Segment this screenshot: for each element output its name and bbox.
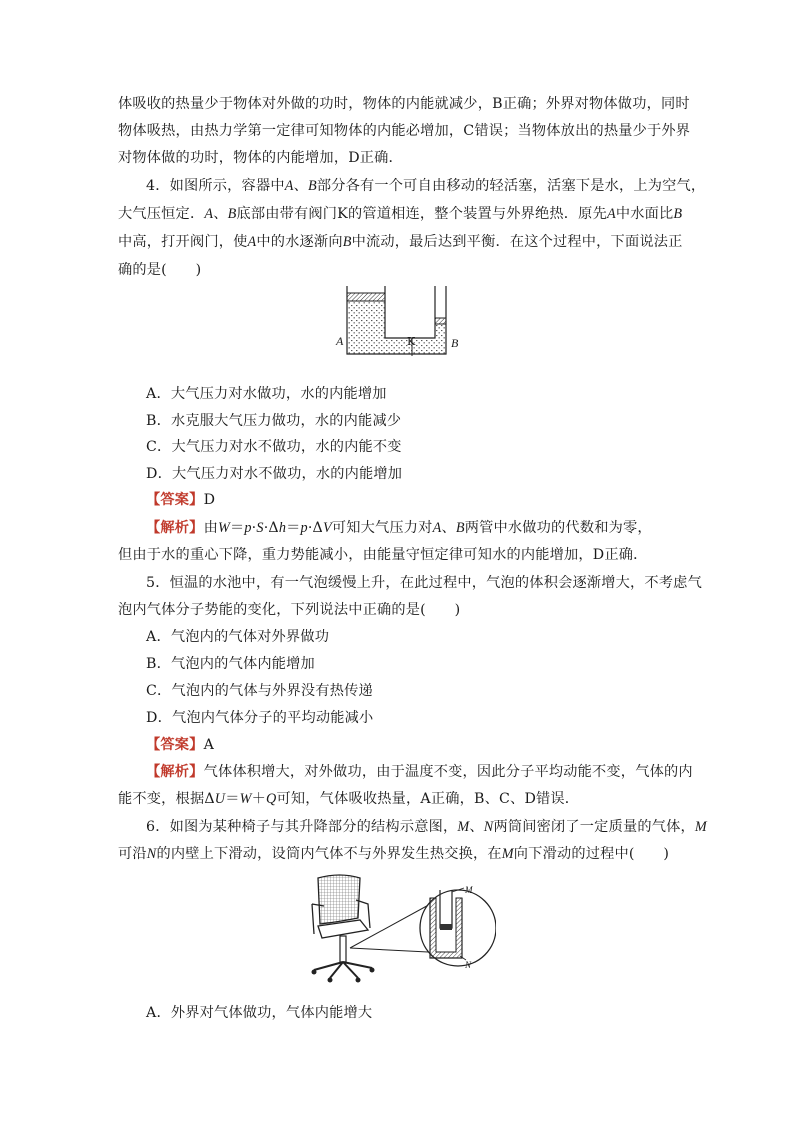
q4-explanation-line-1: 【解析】由W＝p·S·Δh＝p·ΔV可知大气压力对A、B两管中水做功的代数和为零，	[146, 520, 652, 536]
q4-container-figure	[330, 284, 464, 376]
q6-option-a: A．外界对气体做功，气体内能增大	[146, 1005, 373, 1021]
q5-explanation-line-2: 能不变，根据ΔU＝W＋Q可知，气体吸收热量，A正确，B、C、D错误．	[118, 791, 580, 807]
q4-answer: 【答案】D	[146, 492, 216, 508]
q6-stem-line-1: 6．如图为某种椅子与其升降部分的结构示意图，M、N两筒间密闭了一定质量的气体，M	[146, 819, 707, 835]
q5-stem-line-2: 泡内气体分子势能的变化，下列说法中正确的是( )	[118, 602, 461, 618]
q4-figure-label-b: B	[451, 336, 459, 350]
q4-option-d: D．大气压力对水不做功，水的内能增加	[146, 466, 403, 482]
prev-text-line-2: 物体吸热，由热力学第一定律可知物体的内能必增加，C错误；当物体放出的热量少于外界	[118, 123, 691, 139]
explanation-tag: 【解析】	[146, 764, 204, 780]
q5-stem-line-1: 5．恒温的水池中，有一气泡缓慢上升，在此过程中，气泡的体积会逐渐增大，不考虑气	[146, 575, 702, 591]
q5-explanation-line-1: 【解析】气体体积增大，对外做功，由于温度不变，因此分子平均动能不变，气体的内	[146, 764, 693, 780]
prev-text-line-1: 体吸收的热量少于物体对外做的功时，物体的内能就减少，B正确；外界对物体做功，同时	[118, 96, 690, 112]
q4-option-c: C．大气压力对水不做功，水的内能不变	[146, 439, 402, 455]
q5-option-a: A．气泡内的气体对外界做功	[146, 629, 330, 645]
q4-explanation-line-2: 但由于水的重心下降，重力势能减小，由能量守恒定律可知水的内能增加，D正确．	[118, 547, 648, 563]
q5-option-b: B．气泡内的气体内能增加	[146, 656, 315, 672]
q5-option-c: C．气泡内的气体与外界没有热传递	[146, 683, 373, 699]
answer-tag: 【答案】	[146, 737, 204, 753]
q4-stem-line-4: 确的是( )	[118, 262, 202, 278]
q4-stem-line-3: 中高，打开阀门，使A中的水逐渐向B中流动，最后达到平衡．在这个过程中，下面说法正	[118, 234, 683, 250]
q4-stem-line-1: 4．如图所示，容器中A、B部分各有一个可自由移动的轻活塞，活塞下是水，上为空气，	[146, 178, 706, 194]
q4-option-b: B．水克服大气压力做功，水的内能减少	[146, 413, 402, 429]
q5-option-d: D．气泡内气体分子的平均动能减小	[146, 710, 374, 726]
q4-option-a: A．大气压力对水做功，水的内能增加	[146, 386, 387, 402]
q6-figure-label-n: N	[465, 960, 472, 970]
q6-figure-label-m: M	[465, 885, 473, 895]
explanation-tag: 【解析】	[146, 520, 204, 536]
q6-stem-line-2: 可沿N的内壁上下滑动，设筒内气体不与外界发生热交换，在M向下滑动的过程中( )	[118, 846, 670, 862]
answer-tag: 【答案】	[146, 492, 204, 508]
q4-stem-line-2: 大气压恒定．A、B底部由带有阀门K的管道相连，整个装置与外界绝热．原先A中水面比B	[118, 206, 683, 222]
q4-figure-label-a: A	[336, 334, 344, 348]
q4-figure-label-k: K	[407, 335, 416, 348]
prev-text-line-3: 对物体做的功时，物体的内能增加，D正确．	[118, 150, 403, 166]
q5-answer: 【答案】A	[146, 737, 215, 753]
